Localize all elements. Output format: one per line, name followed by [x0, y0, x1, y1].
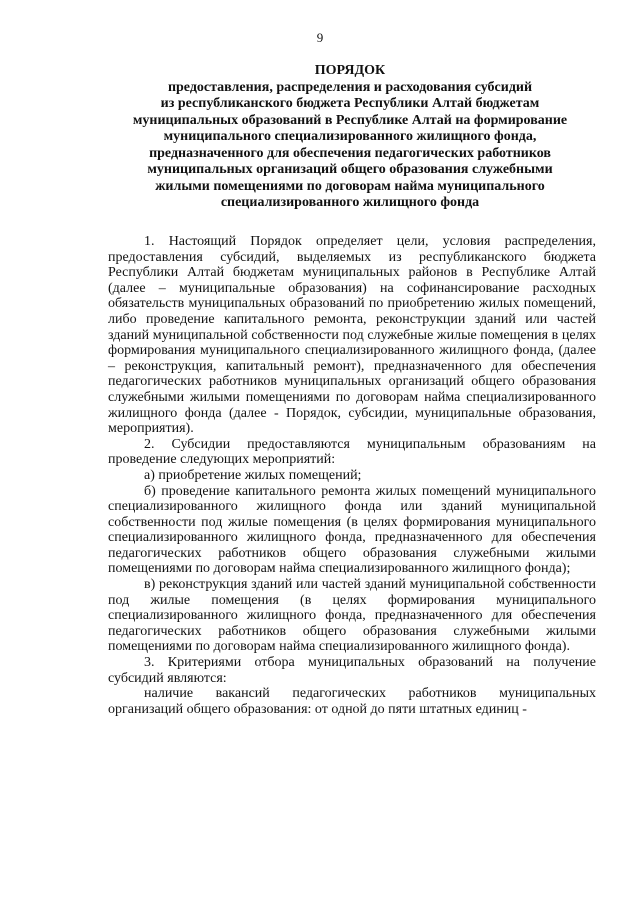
document-title: ПОРЯДОК	[314, 63, 386, 78]
paragraph-1: 1. Настоящий Порядок определяет цели, условия распределения, предоставления субсидий, выделяемых из республиканского бюджета Республики Алтай бюджетам муниципальных районов в Республике Алтай (далее – муниципальные образования) на софинансирование расходных обязательств муниципальных образований по приобретению жилых помещений, либо проведение капитального ремонта, реконструкции зданий или частей зданий муниципальной собственности под служебные жилые помещения в целях формирования муниципального специализированного жилищного фонда, (далее – реконструкция, капитальный ремонт), предназначенного для обеспечения педагогических работников муниципальных организаций общего образования служебными жилыми помещениями по договорам найма специализированного жилищного фонда (далее - Порядок, субсидии, муниципальные образования, мероприятия).	[108, 234, 596, 437]
paragraph-2: 2. Субсидии предоставляются муниципальным образованиям на проведение следующих мероприятий:	[108, 436, 596, 468]
paragraph-2b: б) проведение капитального ремонта жилых помещений муниципального специализированного жилищного фонда или зданий муниципальной собственности под жилые помещения (в целях формирования муниципального специализированного жилищного фонда, предназначенного для обеспечения педагогических работников общего образования служебными жилыми помещениями по договорам найма специализированного жилищного фонда);	[108, 483, 596, 577]
document-body	[108, 234, 596, 717]
document-subtitle: предоставления, распределения и расходования субсидий из республиканского бюджета Республики Алтай бюджетам муниципальных образований в Республике Алтай на формирование муниципального специализированного жилищного фонда, предназначенного для обеспечения педагогических работников муниципальных организаций общего образования служебными жилыми помещениями по договорам найма муниципального специализированного жилищного фонда	[132, 79, 568, 210]
document-title-block	[100, 63, 600, 212]
paragraph-3: 3. Критериями отбора муниципальных образований на получение субсидий являются:	[108, 655, 596, 686]
paragraph-2c: в) реконструкция зданий или частей зданий муниципальной собственности под жилые помещения (в целях формирования муниципального специализированного жилищного фонда, предназначенного для обеспечения педагогических работников общего образования служебными жилыми помещениями по договорам найма специализированного жилищного фонда).	[108, 577, 596, 655]
paragraph-3-criteria: наличие вакансий педагогических работников муниципальных организаций общего образования: от одной до пяти штатных единиц -	[108, 686, 596, 717]
paragraph-2a: а) приобретение жилых помещений;	[144, 467, 362, 483]
page-number: 9	[316, 30, 324, 45]
